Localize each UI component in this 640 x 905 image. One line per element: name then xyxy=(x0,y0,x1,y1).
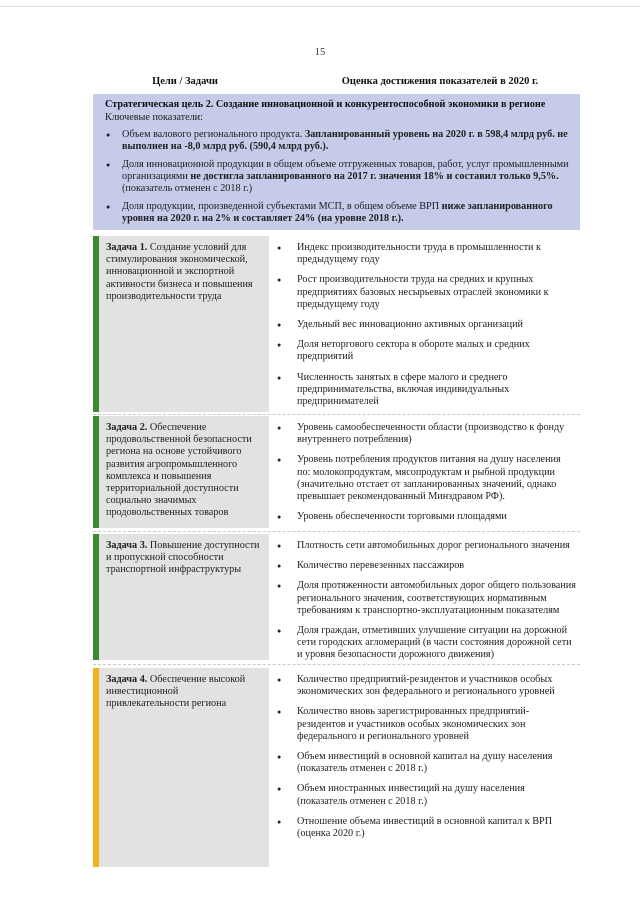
task-row-4 xyxy=(93,668,580,867)
indicator-item: ● Количество вновь зарегистрированных предприятий-резидентов и участников особых экономических зон федерального и регионального уровней xyxy=(297,706,576,743)
indicator-item: ● Объем инвестиций в основной капитал на душу населения (показатель отменен с 2018 г.) xyxy=(297,751,576,775)
indicator-item: ● Объем иностранных инвестиций на душу населения (показатель отменен с 2018 г.) xyxy=(297,783,576,807)
row-separator xyxy=(93,664,580,665)
task-4-label: Задача 4. xyxy=(106,674,148,685)
indicator-item: ● Уровень потребления продуктов питания на душу населения по: молокопродуктам, мясопродуктам и рыбной продукции (значительно отстает от запланированных значений, однако превышает рекомендованный Минздравом РФ). xyxy=(297,454,576,503)
task-1-text: Создание условий для стимулирования экономической, инновационной и экспортной активности бизнеса и повышения производительности труда xyxy=(106,242,253,302)
indicator-item: ● Рост производительности труда на средних и крупных предприятиях базовых несырьевых отраслей экономики к предыдущему году xyxy=(297,274,576,311)
indicator-item: ● Доля протяженности автомобильных дорог общего пользования регионального значения, соответствующих нормативным требованиям к транспортно-эксплуатационным показателям xyxy=(297,580,576,617)
task-row-1 xyxy=(93,236,580,412)
goal-indicator: ● Доля инновационной продукции в общем объеме отгруженных товаров, работ, услуг промышленными организациями не достигла запланированного на 2017 г. значения 18% и составил только 9,5%. (показатель отменен с 2018 г.) xyxy=(105,159,570,196)
task-2-label: Задача 2. xyxy=(106,422,148,433)
goal-indicator: ● Объем валового регионального продукта. Запланированный уровень на 2020 г. в 598,4 млрд руб. не выполнен на -8,0 млрд руб. (590,4 млрд руб.). xyxy=(105,129,570,154)
task-row-2 xyxy=(93,416,580,528)
indicator-item: ● Уровень самообеспеченности области (производство к фонду внутреннего потребления) xyxy=(297,422,576,446)
indicator-item: ● Отношение объема инвестиций в основной капитал к ВРП (оценка 2020 г.) xyxy=(297,816,576,840)
strategic-goal-box xyxy=(93,94,580,230)
task-4-description xyxy=(93,668,269,867)
task-3-text: Повышение доступности и пропускной способности транспортной инфраструктуры xyxy=(106,540,260,576)
goal-indicator-list xyxy=(105,129,570,226)
column-header-assessment: Оценка достижения показателей в 2020 г. xyxy=(341,76,539,87)
indicator-item: ● Доля граждан, отметивших улучшение ситуации на дорожной сети городских агломераций (в части состояния дорожной сети и уровня безопасности дорожного движения) xyxy=(297,625,576,662)
task-2-text: Обеспечение продовольственной безопасности региона на основе устойчивого развития агропромышленного комплекса и повышения территориальной доступности социально значимых продовольственных товаров xyxy=(106,422,252,519)
top-rule xyxy=(0,6,640,7)
indicator-item: ● Уровень обеспеченности торговыми площадями xyxy=(297,511,576,523)
task-1-indicators xyxy=(269,236,580,412)
indicator-item: ● Количество перевезенных пассажиров xyxy=(297,560,576,572)
task-row-3 xyxy=(93,534,580,660)
indicator-item: ● Доля неторгового сектора в обороте малых и средних предприятий xyxy=(297,339,576,363)
task-4-text: Обеспечение высокой инвестиционной привлекательности региона xyxy=(106,674,246,710)
row-separator xyxy=(93,414,580,415)
task-3-indicators xyxy=(269,534,580,660)
task-2-description xyxy=(93,416,269,528)
indicator-item: ● Численность занятых в сфере малого и среднего предпринимательства, включая индивидуальных предпринимателей xyxy=(297,372,576,409)
task-1-label: Задача 1. xyxy=(106,242,148,253)
row-separator xyxy=(93,531,580,532)
task-3-description xyxy=(93,534,269,660)
task-1-description xyxy=(93,236,269,412)
goal-title: Стратегическая цель 2. Создание инновационной и конкурентоспособной экономики в регионе xyxy=(105,99,546,110)
task-4-indicators xyxy=(269,668,580,867)
indicator-item: ● Количество предприятий-резидентов и участников особых экономических зон федерального и регионального уровней xyxy=(297,674,576,698)
indicator-item: ● Индекс производительности труда в промышленности к предыдущему году xyxy=(297,242,576,266)
column-header-goals: Цели / Задачи xyxy=(152,76,218,87)
indicator-item: ● Плотность сети автомобильных дорог регионального значения xyxy=(297,540,576,552)
task-3-label: Задача 3. xyxy=(106,540,148,551)
task-2-indicators xyxy=(269,416,580,528)
page-number: 15 xyxy=(314,47,326,58)
goal-subtitle: Ключевые показатели: xyxy=(105,112,203,124)
goal-indicator: ● Доля продукции, произведенной субъектами МСП, в общем объеме ВРП ниже запланированного уровня на 2020 г. на 2% и составляет 24% (на уровне 2018 г.). xyxy=(105,201,570,226)
indicator-item: ● Удельный вес инновационно активных организаций xyxy=(297,319,576,331)
